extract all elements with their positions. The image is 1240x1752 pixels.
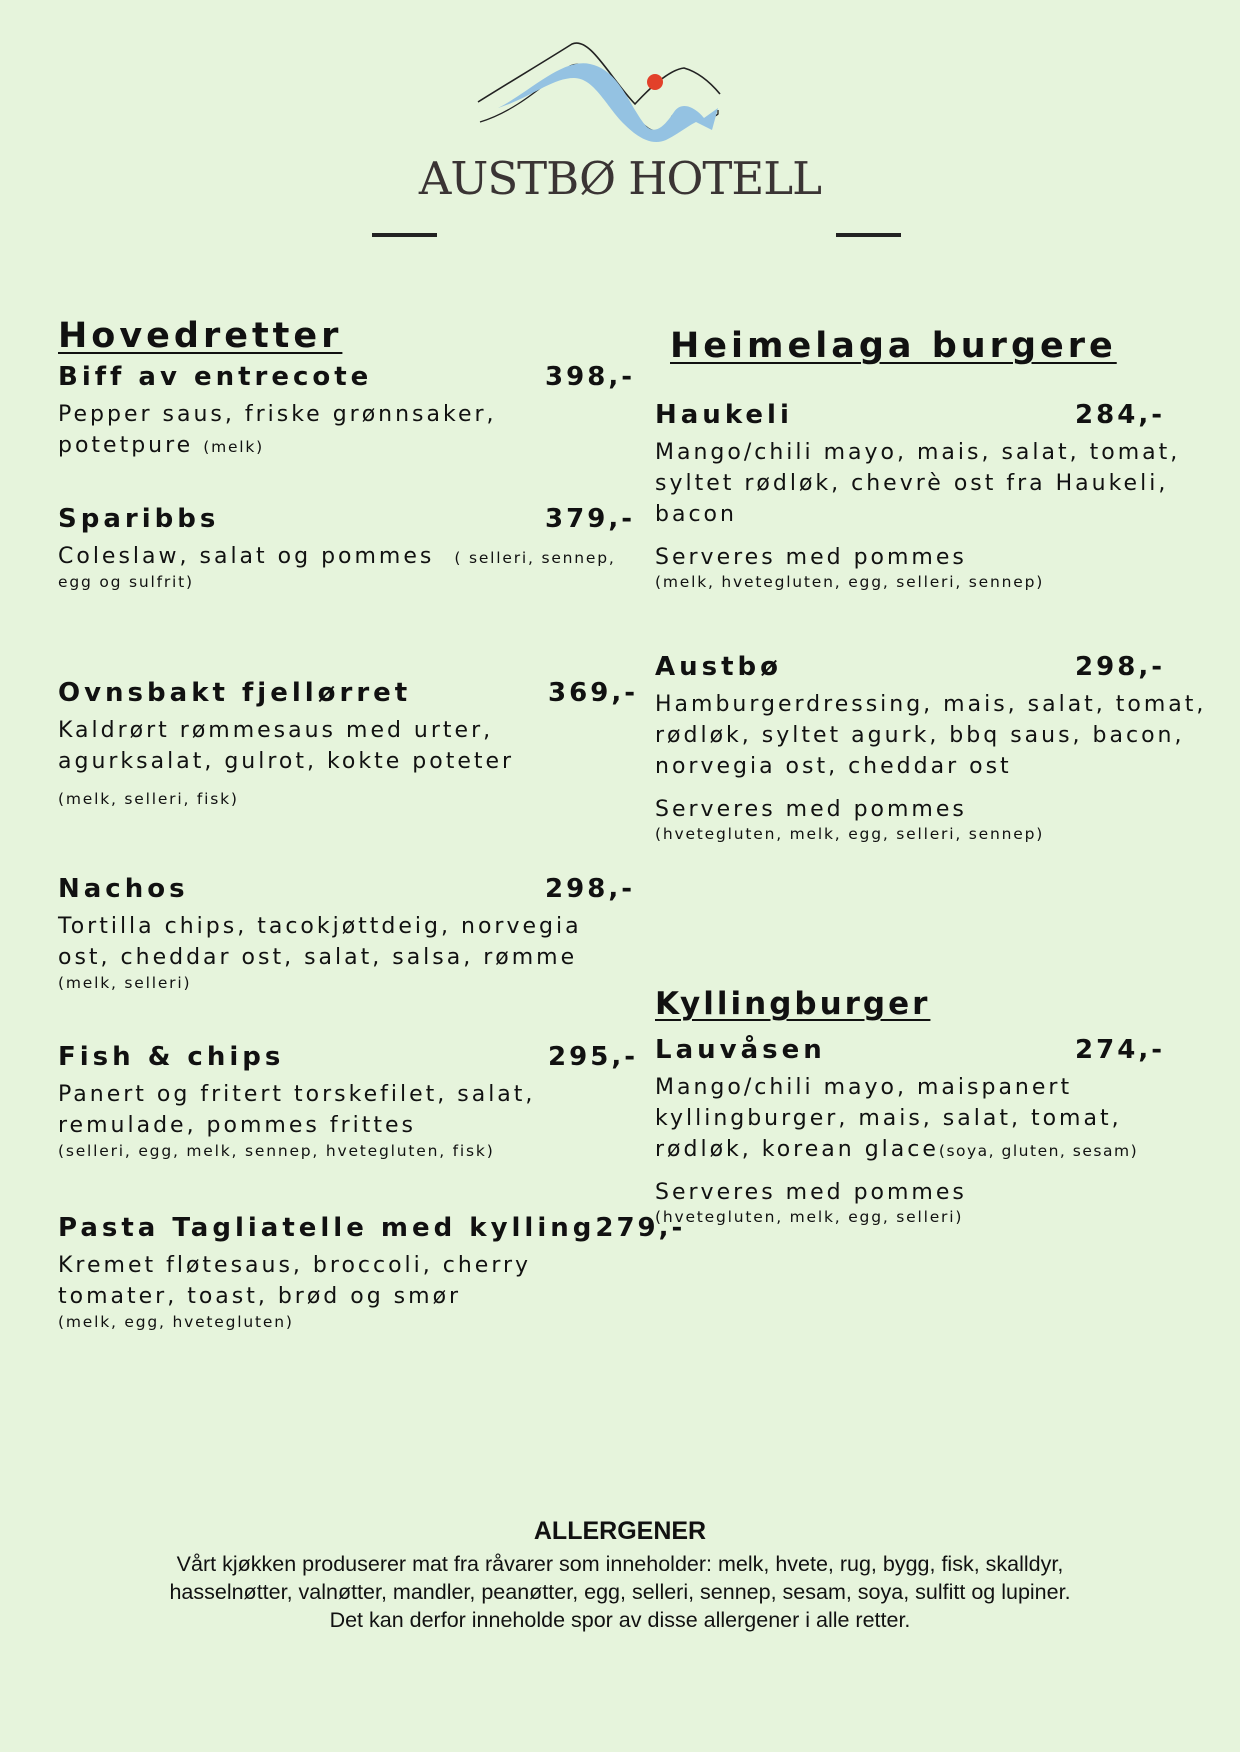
divider-right <box>836 233 901 237</box>
item-price: 298,- <box>1075 652 1165 682</box>
item-price: 298,- <box>545 874 635 904</box>
allergen-line: Det kan derfor inneholde spor av disse allergener i alle retter. <box>329 1608 911 1632</box>
item-name: Austbø <box>655 652 783 682</box>
item-allergens: (melk, selleri) <box>58 974 192 992</box>
section-heading-hovedretter: Hovedretter <box>58 316 343 356</box>
menu-item-sparibbs <box>58 504 635 593</box>
item-allergens: (hvetegluten, melk, egg, selleri, sennep) <box>655 825 1045 843</box>
item-description: Coleslaw, salat og pommes ( selleri, sennep, <box>58 544 616 569</box>
item-price: 379,- <box>545 504 635 534</box>
allergen-notice <box>70 1517 1170 1634</box>
item-price: 295,- <box>548 1042 638 1072</box>
item-name: Haukeli <box>655 400 793 430</box>
item-description: Pepper saus, friske grønnsaker, potetpure (melk) <box>58 402 497 458</box>
item-name: Pasta Tagliatelle med kylling <box>58 1213 596 1243</box>
menu-item-fjellorret <box>58 678 638 810</box>
item-price: 279,- <box>595 1213 686 1243</box>
menu-item-austbo <box>655 652 1207 845</box>
item-description: Mango/chili mayo, maispanert kyllingburger, mais, salat, tomat, rødløk, korean glace(soya, gluten, sesam) <box>655 1075 1139 1162</box>
menu-item-biff <box>58 362 635 461</box>
section-heading-kyllingburger: Kyllingburger <box>655 986 931 1022</box>
item-name: Biff av entrecote <box>58 362 373 392</box>
menu-item-pasta <box>58 1213 686 1333</box>
item-description: Mango/chili mayo, mais, salat, tomat, syltet rødløk, chevrè ost fra Haukeli, bacon <box>655 440 1181 527</box>
hotel-name: AUSTBØ HOTELL <box>418 152 822 205</box>
item-name: Lauvåsen <box>655 1035 826 1065</box>
item-name: Ovnsbakt fjellørret <box>58 678 412 708</box>
item-price: 369,- <box>548 678 638 708</box>
item-description: Panert og fritert torskefilet, salat, remulade, pommes frittes <box>58 1082 536 1138</box>
divider-left <box>372 233 437 237</box>
item-allergens: ( selleri, sennep, <box>454 549 616 567</box>
item-serving: Serveres med pommes <box>655 1180 967 1205</box>
item-serving: Serveres med pommes <box>655 545 967 570</box>
item-serving: Serveres med pommes <box>655 797 967 822</box>
item-description: Hamburgerdressing, mais, salat, tomat, rødløk, syltet agurk, bbq saus, bacon, norvegia ost, cheddar ost <box>655 692 1207 779</box>
allergen-line: Vårt kjøkken produserer mat fra råvarer som inneholder: melk, hvete, rug, bygg, fisk, skalldyr, <box>176 1552 1064 1576</box>
menu-item-fish-chips <box>58 1042 638 1162</box>
menu-item-nachos <box>58 874 635 994</box>
item-description: Kremet fløtesaus, broccoli, cherry tomater, toast, brød og smør <box>58 1253 532 1309</box>
item-description: Tortilla chips, tacokjøttdeig, norvegia ost, cheddar ost, salat, salsa, rømme <box>58 914 582 970</box>
item-price: 284,- <box>1075 400 1165 430</box>
item-name: Fish & chips <box>58 1042 285 1072</box>
item-allergens: (selleri, egg, melk, sennep, hvetegluten, fisk) <box>58 1142 495 1160</box>
item-allergens: (melk, egg, hvetegluten) <box>58 1313 294 1331</box>
item-price: 274,- <box>1075 1035 1165 1065</box>
item-name: Sparibbs <box>58 504 220 534</box>
item-price: 398,- <box>545 362 635 392</box>
item-description: Kaldrørt rømmesaus med urter, agurksalat, gulrot, kokte poteter <box>58 718 515 774</box>
item-allergens: (melk) <box>203 438 265 456</box>
item-allergens: egg og sulfrit) <box>58 573 194 591</box>
menu-item-haukeli <box>655 400 1181 593</box>
menu-item-lauvasen <box>655 1035 1165 1228</box>
item-allergens: (melk, selleri, fisk) <box>58 790 239 808</box>
allergen-title: ALLERGENER <box>533 1517 707 1545</box>
section-heading-burgere: Heimelaga burgere <box>670 326 1117 366</box>
item-name: Nachos <box>58 874 189 904</box>
allergen-line: hasselnøtter, valnøtter, mandler, peanøtter, egg, selleri, sennep, sesam, soya, sulfitt og lupiner. <box>169 1580 1071 1604</box>
item-allergens: (melk, hvetegluten, egg, selleri, sennep) <box>655 573 1045 591</box>
mountain-wave-sun-icon <box>470 38 750 148</box>
item-allergens: (soya, gluten, sesam) <box>938 1142 1139 1160</box>
item-allergens: (hvetegluten, melk, egg, selleri) <box>655 1208 964 1226</box>
